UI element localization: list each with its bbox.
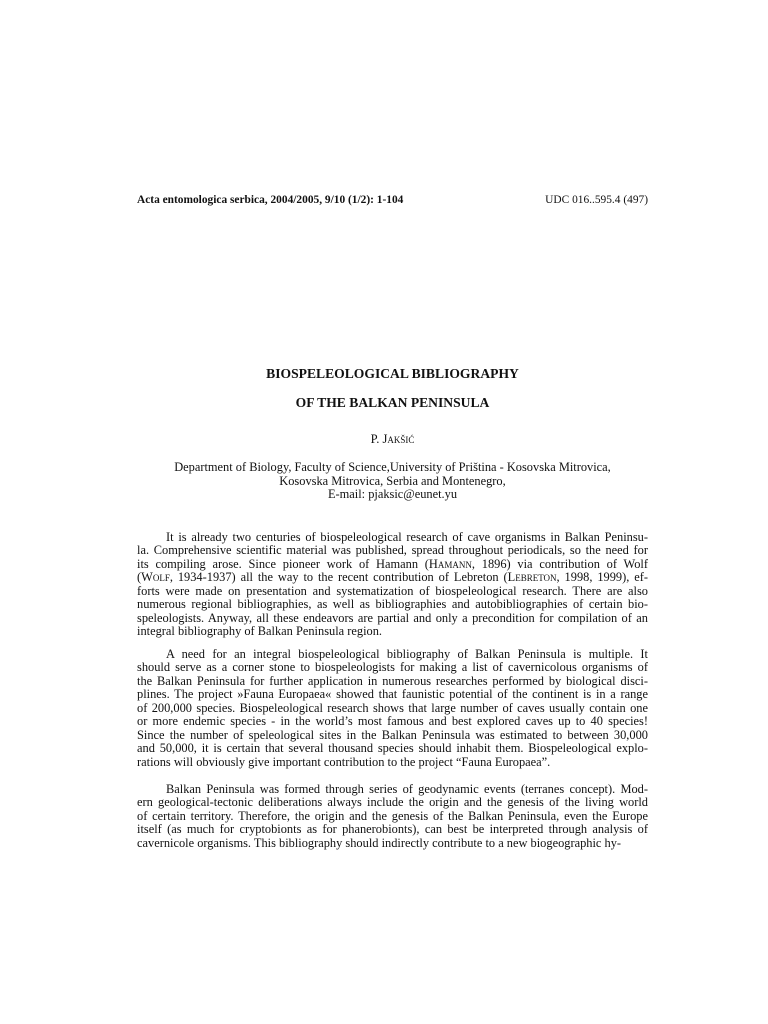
article-title-line-1: BIOSPELEOLOGICAL BIBLIOGRAPHY <box>266 366 519 381</box>
paragraph-line: speleologists. Anyway, all these endeavors are partial and only a precondition for compilation of an <box>137 610 648 625</box>
affiliation-line-2: Kosovska Mitrovica, Serbia and Montenegro, <box>279 473 506 488</box>
paragraph-line: rations will obviously give important contribution to the project “Fauna Europaea”. <box>137 754 551 769</box>
paragraph-line: integral bibliography of Balkan Peninsula region. <box>137 624 383 639</box>
article-title-line-2: OF THE BALKAN PENINSULA <box>295 395 490 410</box>
running-header <box>137 193 648 207</box>
author-affiliation <box>137 461 648 502</box>
cited-author-smallcaps: Wolf <box>141 570 170 585</box>
paragraph-line: Since the number of speleological sites in the Balkan Peninsula was estimated to between 30,000 <box>137 727 648 742</box>
author-initial: P. <box>370 432 383 446</box>
paragraph-line: (Wolf, 1934-1937) all the way to the recent contribution of Lebreton (Lebreton, 1998, 1999), ef- <box>137 570 648 585</box>
paragraph-line: should serve as a corner stone to biospeleologists for making a list of cavernicolous organisms of <box>137 660 648 675</box>
paragraph-line: or more endemic species - in the world’s most famous and best explored caves up to 40 species! <box>137 714 648 729</box>
affiliation-line-1: Department of Biology, Faculty of Science,University of Priština - Kosovska Mitrovica, <box>174 460 611 474</box>
paragraph-line: of certain territory. Therefore, the origin and the genesis of the Balkan Peninsula, even the Europe <box>137 808 648 823</box>
paragraph-line: its compiling arose. Since pioneer work of Hamann (Hamann, 1896) via contribution of Wolf <box>137 556 648 571</box>
paragraph-line: the Balkan Peninsula for further application in numerous researches performed by biological disci- <box>137 673 648 688</box>
paragraph-line: of 200,000 species. Biospeleological research shows that large number of caves usually contain one <box>137 700 648 715</box>
paragraph-line: ern geological-tectonic deliberations always include the origin and the genesis of the living world <box>137 795 648 810</box>
paragraph-line: la. Comprehensive scientific material was published, spread throughout periodicals, so the need for <box>137 543 648 558</box>
journal-citation: Acta entomologica serbica, 2004/2005, 9/10 (1/2): 1-104 <box>137 194 404 206</box>
paragraph-line: numerous regional bibliographies, as well as bibliographies and autobibliographies of certain bio- <box>137 597 648 612</box>
author-name <box>137 432 648 447</box>
paragraph-line: itself (as much for cryptobionts as for phanerobionts), can best be interpreted through analysis of <box>137 822 648 837</box>
paragraph-line: plines. The project »Fauna Europaea« showed that faunistic potential of the continent is in a range <box>137 687 648 702</box>
paragraph-line: Balkan Peninsula was formed through series of geodynamic events (terranes concept). Mod- <box>166 782 648 796</box>
paragraph-3 <box>137 783 648 850</box>
paragraph-line: and 50,000, it is certain that several thousand species should inhabit them. Biospeleological explo- <box>137 741 648 756</box>
cited-author-smallcaps: Hamann <box>428 556 472 571</box>
paragraph-line: A need for an integral biospeleological bibliography of Balkan Peninsula is multiple. It <box>166 647 648 661</box>
udc-code: UDC 016..595.4 (497) <box>545 194 648 206</box>
paragraph-line: forts were made on presentation and systematization of biospeleological research. There are also <box>137 583 648 598</box>
paragraph-line: It is already two centuries of biospeleological research of cave organisms in Balkan Peninsu- <box>166 530 648 544</box>
paragraph-line: cavernicole organisms. This bibliography should indirectly contribute to a new biogeographic hy- <box>137 835 622 850</box>
paragraph-1 <box>137 531 648 639</box>
affiliation-email: E-mail: pjaksic@eunet.yu <box>327 487 458 501</box>
author-surname: Jakšić <box>382 432 415 446</box>
cited-author-smallcaps: Lebreton <box>507 570 557 585</box>
paragraph-2 <box>137 648 648 769</box>
